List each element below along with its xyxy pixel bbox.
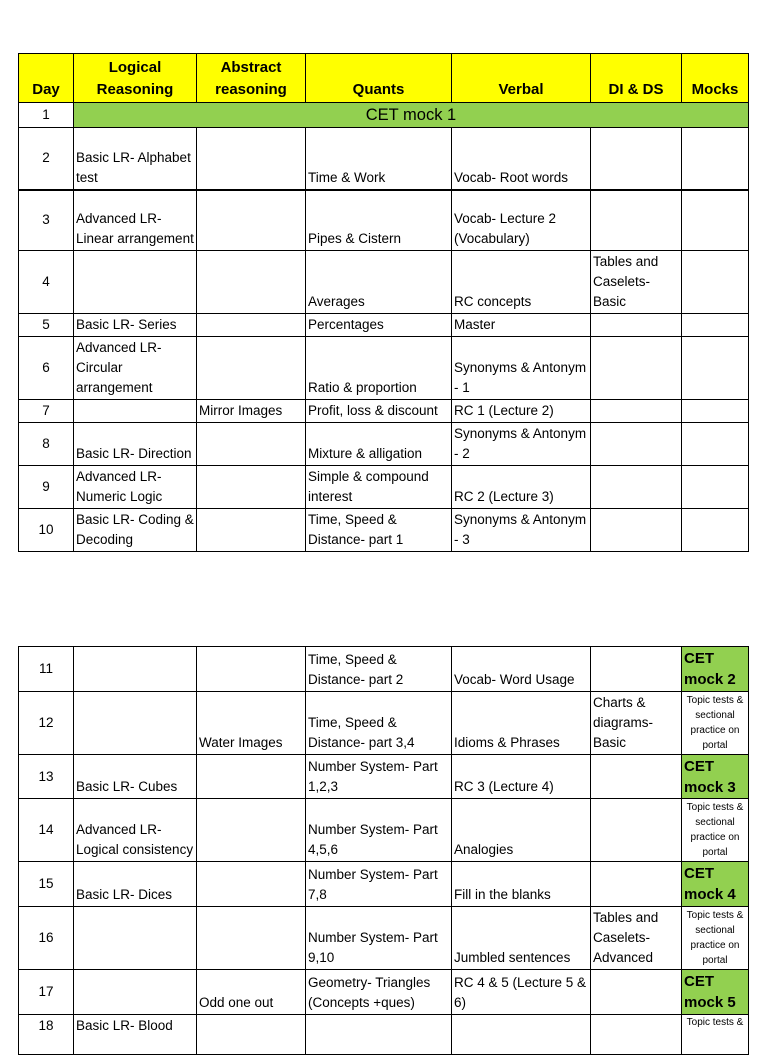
ar-cell: Mirror Images [197,400,306,423]
table-row [19,509,749,552]
cet-mock-banner: CET mock 1 [74,103,749,128]
lr-cell [74,400,197,423]
verbal-cell: RC 3 (Lecture 4) [452,755,591,799]
lr-cell: Basic LR- Alphabet test [74,128,197,190]
verbal-cell: Idioms & Phrases [452,692,591,755]
ar-cell [197,755,306,799]
quants-cell: Number System- Part 4,5,6 [306,799,452,862]
day-cell: 10 [19,509,74,552]
table-row [19,423,749,466]
table-row [19,907,749,970]
header-verbal: Verbal [452,54,591,103]
day-cell: 7 [19,400,74,423]
quants-cell: Time, Speed & Distance- part 3,4 [306,692,452,755]
dids-cell: Tables and Caselets- Basic [591,251,682,314]
verbal-cell: Vocab- Word Usage [452,647,591,692]
day-cell: 9 [19,466,74,509]
dids-cell [591,423,682,466]
day-cell: 2 [19,128,74,190]
lr-cell: Advanced LR- Logical consistency [74,799,197,862]
verbal-cell: Synonyms & Antonym - 1 [452,337,591,400]
ar-cell [197,1015,306,1055]
lr-cell: Basic LR- Cubes [74,755,197,799]
topic-tests-cell: Topic tests & sectional practice on portal [682,907,749,970]
header-day: Day [19,54,74,103]
quants-cell: Number System- Part 7,8 [306,862,452,907]
lr-cell: Basic LR- Direction [74,423,197,466]
dids-cell [591,799,682,862]
study-plan-table-1 [18,53,749,552]
cet-mock-cell: CET mock 4 [682,862,749,907]
quants-cell: Time & Work [306,128,452,190]
table-row [19,314,749,337]
mocks-cell [682,314,749,337]
quants-cell: Number System- Part 9,10 [306,907,452,970]
quants-cell: Pipes & Cistern [306,190,452,251]
mocks-cell [682,423,749,466]
day-cell: 12 [19,692,74,755]
quants-cell: Simple & compound interest [306,466,452,509]
ar-cell [197,128,306,190]
verbal-cell: RC 4 & 5 (Lecture 5 & 6) [452,970,591,1015]
table-row [19,190,749,251]
day-cell: 14 [19,799,74,862]
dids-cell [591,314,682,337]
ar-cell [197,190,306,251]
dids-cell [591,337,682,400]
topic-tests-cell: Topic tests & sectional practice on portal [682,692,749,755]
lr-cell [74,251,197,314]
lr-cell: Advanced LR- Circular arrangement [74,337,197,400]
verbal-cell: RC 2 (Lecture 3) [452,466,591,509]
header-abstract-reasoning: Abstract reasoning [197,54,306,103]
verbal-cell [452,1015,591,1055]
quants-cell: Time, Speed & Distance- part 2 [306,647,452,692]
header-quants: Quants [306,54,452,103]
ar-cell [197,647,306,692]
verbal-cell: Vocab- Lecture 2 (Vocabulary) [452,190,591,251]
table-row [19,1015,749,1055]
verbal-cell: RC concepts [452,251,591,314]
mocks-cell [682,128,749,190]
header-row [19,54,749,103]
table-row [19,337,749,400]
lr-cell [74,647,197,692]
table-row [19,755,749,799]
verbal-cell: RC 1 (Lecture 2) [452,400,591,423]
mocks-cell [682,466,749,509]
lr-cell: Basic LR- Series [74,314,197,337]
verbal-cell: Jumbled sentences [452,907,591,970]
mocks-cell [682,509,749,552]
quants-cell: Profit, loss & discount [306,400,452,423]
mocks-cell [682,337,749,400]
quants-cell: Geometry- Triangles (Concepts +ques) [306,970,452,1015]
verbal-cell: Synonyms & Antonym - 2 [452,423,591,466]
quants-cell: Number System- Part 1,2,3 [306,755,452,799]
day-cell: 4 [19,251,74,314]
lr-cell [74,692,197,755]
day-cell: 5 [19,314,74,337]
ar-cell [197,907,306,970]
quants-cell: Time, Speed & Distance- part 1 [306,509,452,552]
dids-cell [591,128,682,190]
header-mocks: Mocks [682,54,749,103]
dids-cell [591,647,682,692]
mocks-cell [682,190,749,251]
lr-cell [74,970,197,1015]
dids-cell [591,1015,682,1055]
study-plan-table-2 [18,646,749,1055]
table-row [19,692,749,755]
day-cell: 1 [19,103,74,128]
dids-cell [591,755,682,799]
dids-cell: Tables and Caselets- Advanced [591,907,682,970]
ar-cell [197,314,306,337]
day-cell: 8 [19,423,74,466]
day-cell: 15 [19,862,74,907]
table-row [19,103,749,128]
ar-cell [197,466,306,509]
verbal-cell: Analogies [452,799,591,862]
ar-cell [197,423,306,466]
table-row [19,799,749,862]
day-cell: 13 [19,755,74,799]
lr-cell: Basic LR- Dices [74,862,197,907]
ar-cell [197,337,306,400]
table-row [19,647,749,692]
lr-cell: Advanced LR- Linear arrangement [74,190,197,251]
ar-cell [197,251,306,314]
table-row [19,970,749,1015]
day-cell: 3 [19,190,74,251]
lr-cell: Basic LR- Blood [74,1015,197,1055]
dids-cell [591,400,682,423]
day-cell: 17 [19,970,74,1015]
dids-cell [591,970,682,1015]
lr-cell: Advanced LR- Numeric Logic [74,466,197,509]
dids-cell [591,862,682,907]
quants-cell [306,1015,452,1055]
ar-cell [197,509,306,552]
cet-mock-cell: CET mock 5 [682,970,749,1015]
header-logical-reasoning: Logical Reasoning [74,54,197,103]
table-row [19,400,749,423]
cet-mock-cell: CET mock 3 [682,755,749,799]
dids-cell [591,466,682,509]
verbal-cell: Master [452,314,591,337]
mocks-cell [682,251,749,314]
verbal-cell: Fill in the blanks [452,862,591,907]
lr-cell [74,907,197,970]
lr-cell: Basic LR- Coding & Decoding [74,509,197,552]
dids-cell [591,509,682,552]
quants-cell: Ratio & proportion [306,337,452,400]
table-row [19,128,749,190]
table-row [19,251,749,314]
topic-tests-cell: Topic tests & sectional practice on portal [682,799,749,862]
ar-cell [197,862,306,907]
day-cell: 11 [19,647,74,692]
dids-cell: Charts & diagrams- Basic [591,692,682,755]
cet-mock-cell: CET mock 2 [682,647,749,692]
header-di-ds: DI & DS [591,54,682,103]
topic-tests-cell: Topic tests & [682,1015,749,1055]
quants-cell: Averages [306,251,452,314]
mocks-cell [682,400,749,423]
verbal-cell: Vocab- Root words [452,128,591,190]
day-cell: 6 [19,337,74,400]
dids-cell [591,190,682,251]
ar-cell: Water Images [197,692,306,755]
ar-cell: Odd one out [197,970,306,1015]
day-cell: 18 [19,1015,74,1055]
table-row [19,466,749,509]
day-cell: 16 [19,907,74,970]
table-row [19,862,749,907]
quants-cell: Mixture & alligation [306,423,452,466]
verbal-cell: Synonyms & Antonym - 3 [452,509,591,552]
ar-cell [197,799,306,862]
quants-cell: Percentages [306,314,452,337]
